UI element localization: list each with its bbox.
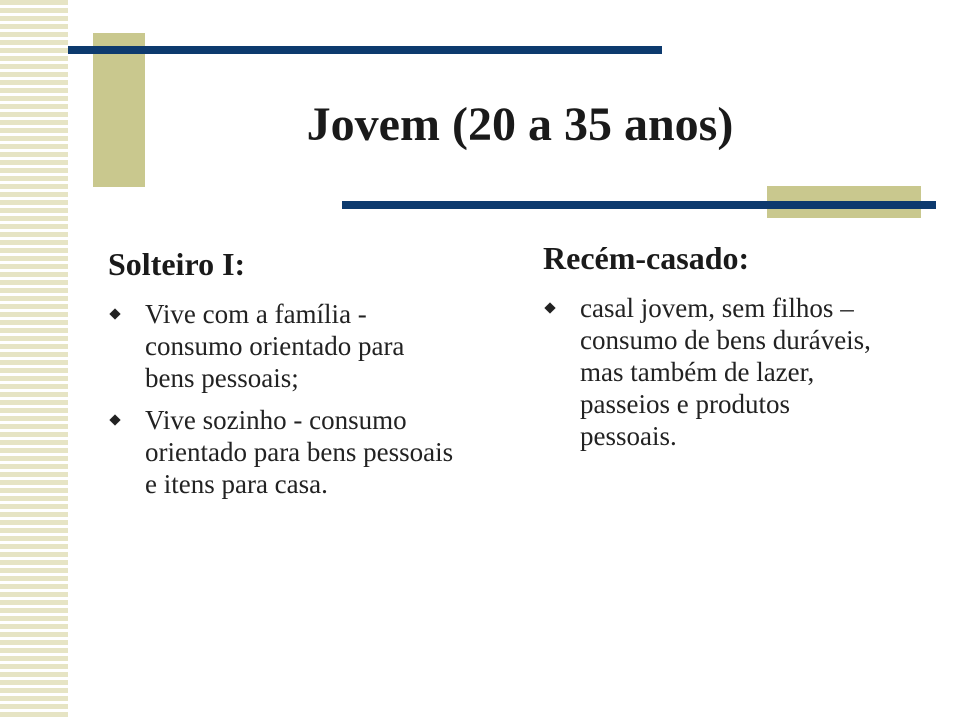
navy-accent-line-top — [68, 46, 662, 54]
diamond-bullet-icon — [109, 414, 120, 425]
bullet-text: casal jovem, sem filhos – consumo de bens duráveis, mas também de lazer, passeios e produtos pessoais. — [580, 293, 871, 451]
right-column — [543, 238, 873, 462]
bullet-text: Vive com a família - consumo orientado para bens pessoais; — [145, 299, 405, 393]
left-column-heading: Solteiro I: — [108, 246, 246, 282]
bullet-text: Vive sozinho - consumo orientado para bens pessoais e itens para casa. — [145, 405, 454, 499]
right-column-heading: Recém-casado: — [543, 240, 750, 276]
olive-accent-block-top — [93, 33, 145, 187]
left-column — [108, 238, 458, 510]
right-bullet-list — [543, 292, 873, 452]
navy-accent-line-bottom — [342, 201, 936, 209]
diamond-bullet-icon — [544, 302, 555, 313]
diamond-bullet-icon — [109, 308, 120, 319]
list-item — [108, 404, 458, 500]
slide-title: Jovem (20 a 35 anos) — [306, 98, 734, 151]
left-bullet-list — [108, 298, 458, 500]
list-item — [543, 292, 873, 452]
left-stripe-decoration — [0, 0, 68, 720]
list-item — [108, 298, 458, 394]
